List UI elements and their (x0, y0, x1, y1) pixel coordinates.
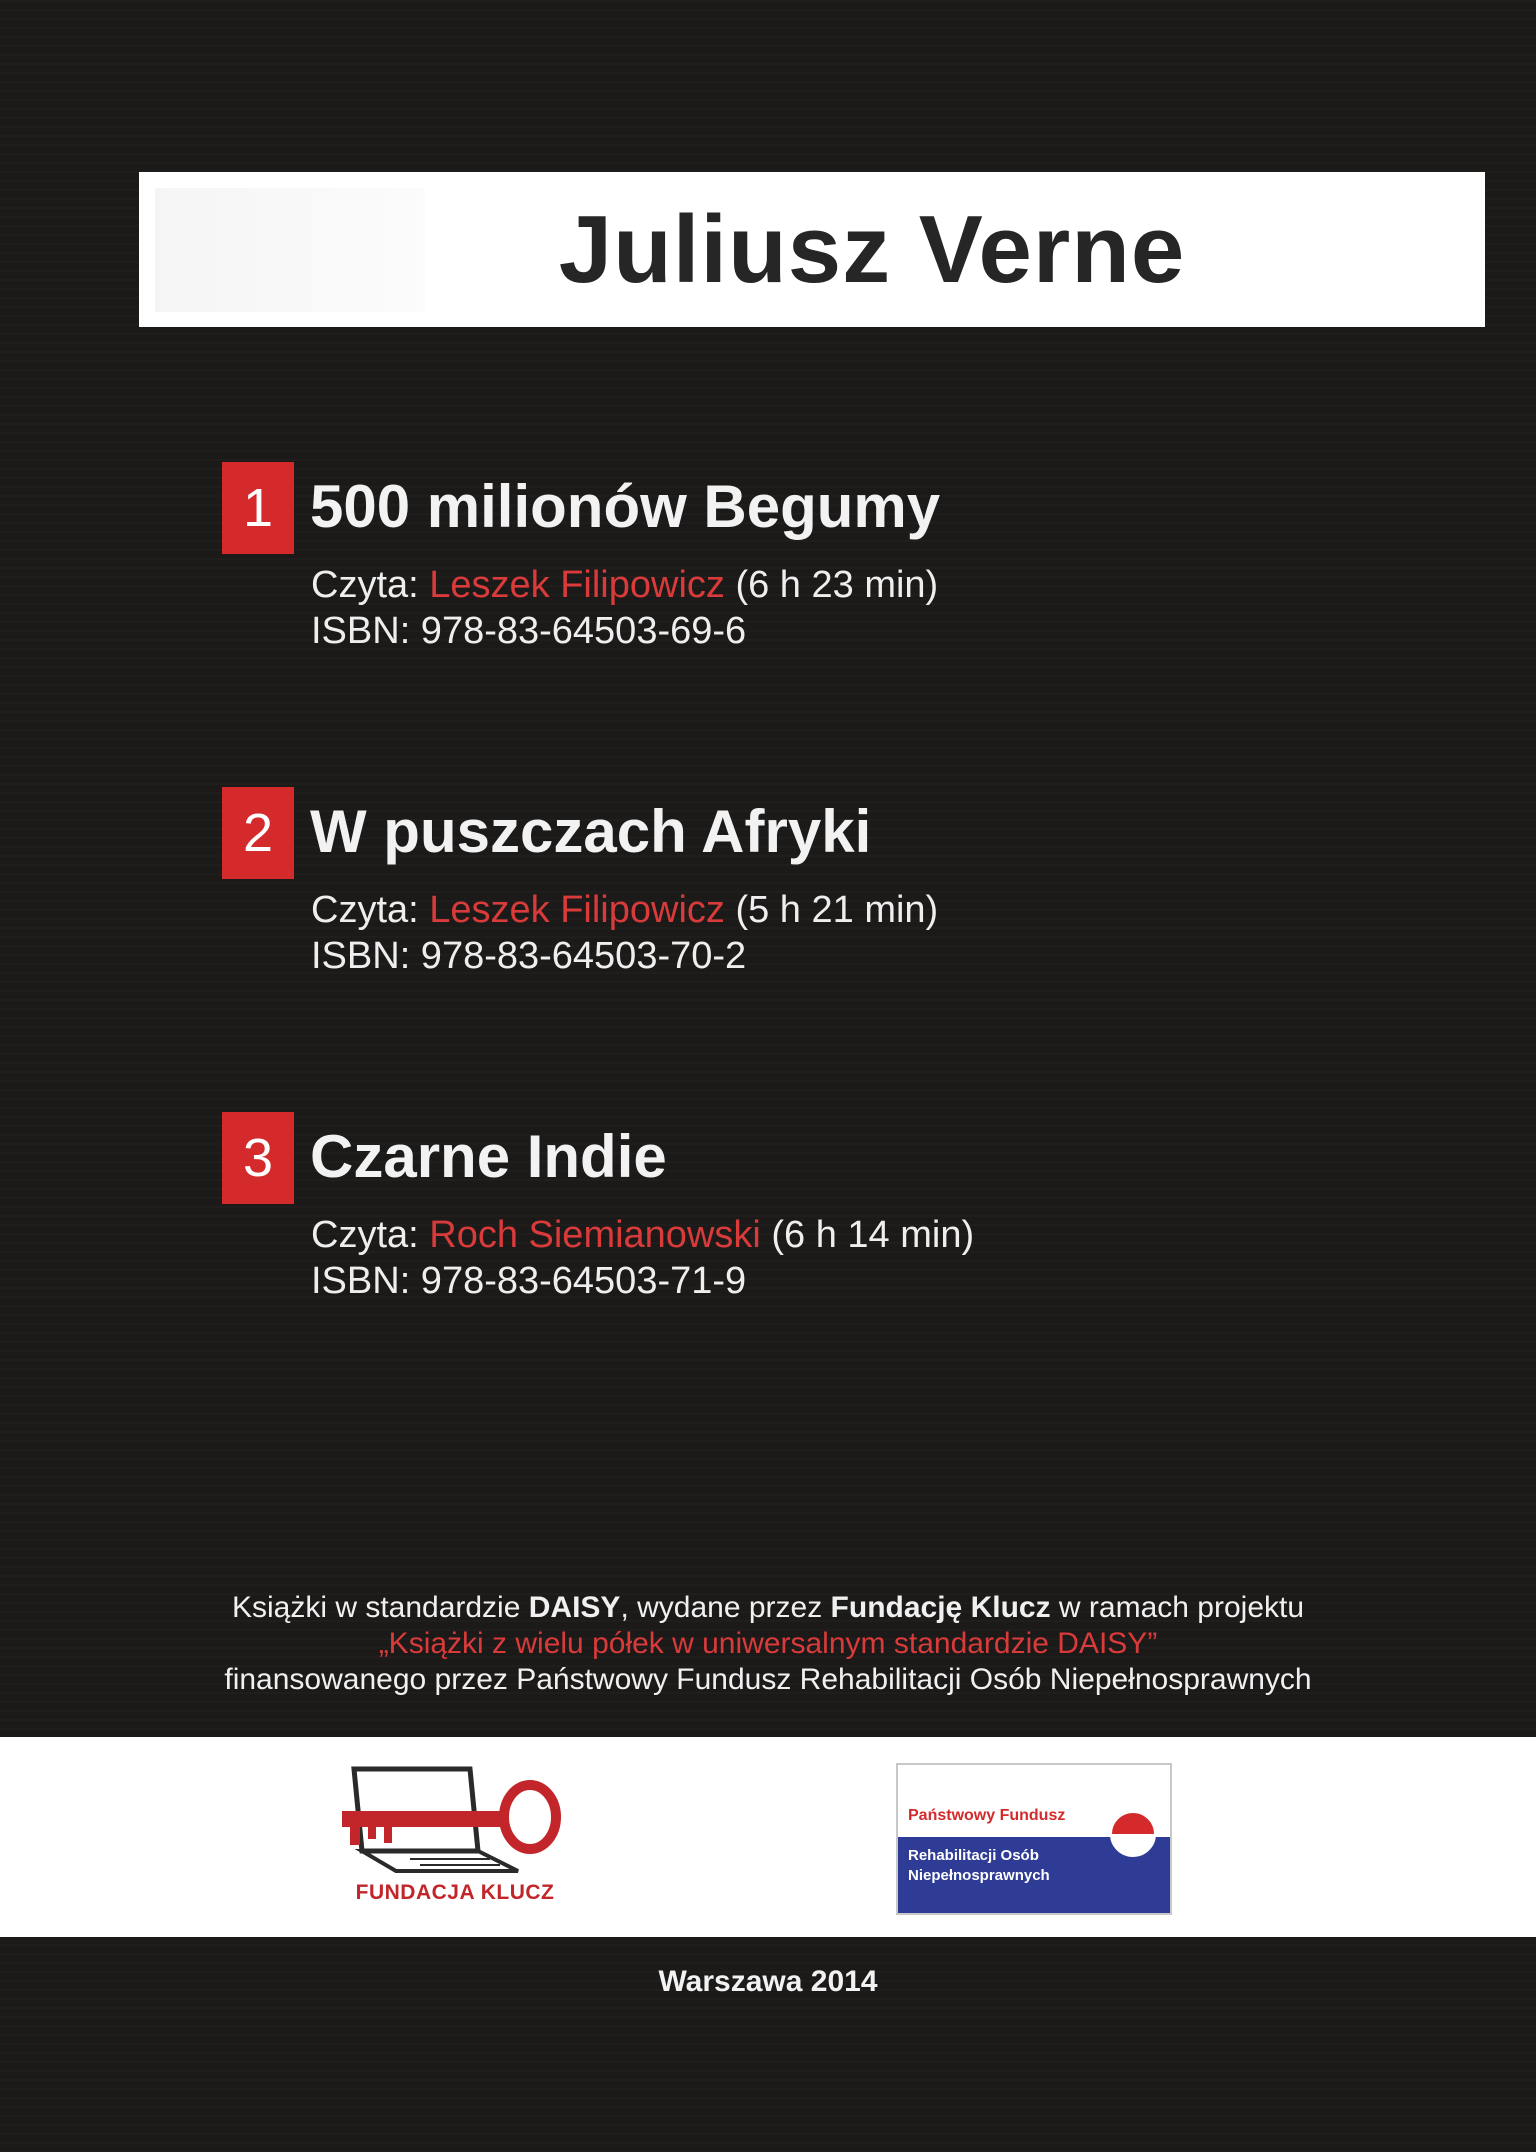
credits-daisy: DAISY (528, 1591, 621, 1624)
book-reader-line (311, 889, 938, 932)
book-reader-line (311, 564, 938, 607)
project-credits (0, 1590, 1536, 1698)
credits-line-3: finansowanego przez Państwowy Fundusz Rehabilitacji Osób Niepełnosprawnych (224, 1663, 1312, 1696)
credits-line-1 (0, 1590, 1536, 1626)
fundacja-klucz-logo (340, 1759, 570, 1919)
book-title: W puszczach Afryki (310, 798, 872, 865)
book-title: Czarne Indie (310, 1123, 667, 1190)
book-entry-3 (222, 1112, 1322, 1312)
pfron-name-line-1: Państwowy Fundusz (908, 1807, 1066, 1824)
reader-name: Leszek Filipowicz (429, 564, 725, 606)
pfron-name-line-3: Niepełnosprawnych (908, 1867, 1050, 1884)
credits-publisher: Fundację Klucz (830, 1591, 1051, 1624)
pfron-emblem-icon (1108, 1809, 1158, 1859)
title-band (139, 172, 1485, 327)
book-isbn: ISBN: 978-83-64503-70-2 (311, 935, 747, 977)
pfron-name-line-2: Rehabilitacji Osób (908, 1847, 1039, 1864)
laptop-key-icon (340, 1759, 570, 1879)
logo-band (0, 1737, 1536, 1937)
book-number-badge: 3 (222, 1112, 294, 1204)
book-number-badge: 1 (222, 462, 294, 554)
book-isbn: ISBN: 978-83-64503-69-6 (311, 610, 747, 652)
book-title: 500 milionów Begumy (310, 473, 941, 540)
fundacja-klucz-caption: FUNDACJA KLUCZ (355, 1881, 555, 1904)
duration: (5 h 21 min) (724, 889, 939, 931)
reader-name: Roch Siemianowski (429, 1214, 761, 1256)
book-reader-line (311, 1214, 974, 1257)
book-entry-2 (222, 787, 1322, 987)
place-and-year: Warszawa 2014 (658, 1965, 878, 1998)
credits-text: Książki w standardzie (231, 1591, 529, 1624)
credits-text: w ramach projektu (1050, 1591, 1305, 1624)
duration: (6 h 14 min) (760, 1214, 975, 1256)
reader-name: Leszek Filipowicz (429, 889, 725, 931)
pfron-logo (896, 1763, 1172, 1915)
reader-label: Czyta: (311, 889, 430, 931)
reader-label: Czyta: (311, 564, 430, 606)
book-isbn: ISBN: 978-83-64503-71-9 (311, 1260, 747, 1302)
reader-label: Czyta: (311, 1214, 430, 1256)
faded-show-through (155, 188, 425, 312)
book-entry-1 (222, 462, 1322, 662)
credits-project-name: „Książki z wielu półek w uniwersalnym standardzie DAISY” (378, 1627, 1158, 1660)
credits-text: , wydane przez (620, 1591, 831, 1624)
book-number-badge: 2 (222, 787, 294, 879)
duration: (6 h 23 min) (724, 564, 939, 606)
author-title: Juliusz Verne (558, 195, 1186, 303)
